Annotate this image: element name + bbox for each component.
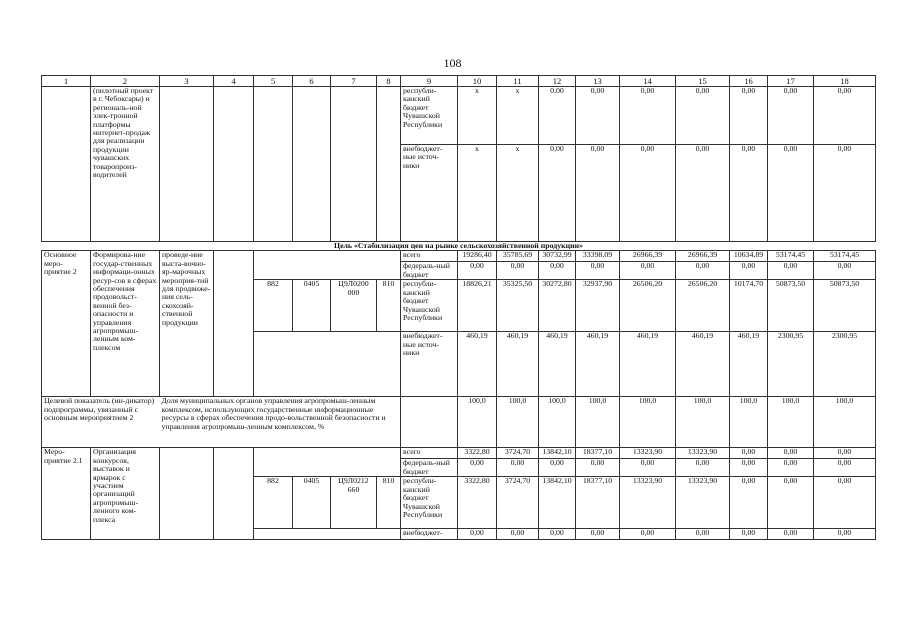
value-cell: 33398,09 [576,251,620,262]
value-cell: 460,19 [620,332,676,397]
measure-label: Меро-приятие 2.1 [42,448,91,540]
table-cell [254,529,401,540]
value-cell: 0,00 [676,262,730,280]
column-number: 3 [160,76,214,87]
column-number: 10 [458,76,497,87]
value-cell: 0,00 [620,87,676,145]
indicator-value: 100,0 [814,397,876,448]
value-cell: 0,00 [768,448,814,459]
column-number: 2 [91,76,160,87]
value-cell: 0,00 [539,262,576,280]
value-cell: 0,00 [576,529,620,540]
column-number: 16 [730,76,768,87]
indicator-row [42,397,876,448]
column-number: 6 [293,76,331,87]
value-cell: 0,00 [768,529,814,540]
expense-type-code: 810 [377,477,401,529]
table-cell [214,87,254,242]
funding-source: внебюджет-ные источ-ники [401,332,458,397]
grbs-code: 882 [254,280,293,332]
column-number: 9 [401,76,458,87]
indicator-value: 100,0 [539,397,576,448]
measure-purpose: проведе-ние выста-вочно-яр-марочных мероприя-тий для продвиже-ния сель-скохозяй-ственной продукции [160,251,214,397]
value-cell: 0,00 [620,145,676,242]
value-cell: 0,00 [458,459,497,477]
funding-source: республи-канский бюджет Чувашской Республики [401,280,458,332]
value-cell: 0,00 [814,145,876,242]
column-number: 4 [214,76,254,87]
value-cell: 0,00 [458,529,497,540]
value-cell: 0,00 [768,262,814,280]
value-cell: 26506,20 [620,280,676,332]
value-cell: 0,00 [768,145,814,242]
value-cell: 13323,90 [620,448,676,459]
value-cell: 3724,70 [497,448,539,459]
value-cell: 460,19 [676,332,730,397]
value-cell: 0,00 [814,87,876,145]
funding-source: федераль-ный бюджет [401,459,458,477]
column-number: 13 [576,76,620,87]
indicator-value: 100,0 [497,397,539,448]
page-number: 108 [443,56,462,70]
value-cell: 0,00 [576,262,620,280]
measure-label: Основное меро-приятие 2 [42,251,91,397]
value-cell: 460,19 [576,332,620,397]
value-cell: 0,00 [576,87,620,145]
grbs-code: 882 [254,477,293,529]
column-number: 18 [814,76,876,87]
table-row [42,251,876,262]
continued-description: (пилотный проект в г. Чебоксары) и региональ-ной элек-тронной платформы интернет-продаж для реализации продукции чувашских товаропроиз-водителей [91,87,160,242]
column-number: 17 [768,76,814,87]
column-number-row [42,76,876,87]
funding-source: федераль-ный бюджет [401,262,458,280]
value-cell: 0,00 [768,459,814,477]
value-cell: x [497,145,539,242]
value-cell: 0,00 [576,145,620,242]
table-row [42,87,876,145]
section-code: 0405 [293,477,331,529]
value-cell: 0,00 [497,459,539,477]
value-cell: 30732,99 [539,251,576,262]
value-cell: 0,00 [539,459,576,477]
value-cell: 0,00 [730,459,768,477]
indicator-value: 100,0 [620,397,676,448]
value-cell: 26506,20 [676,280,730,332]
funding-source: внебюджет-ные источ-ники [401,145,458,242]
value-cell: 50873,50 [768,280,814,332]
value-cell: 0,00 [539,529,576,540]
funding-source: всего [401,448,458,459]
value-cell: 0,00 [497,529,539,540]
value-cell: 460,19 [497,332,539,397]
value-cell: x [458,145,497,242]
value-cell: 0,00 [814,459,876,477]
table-cell [160,87,214,242]
table-cell [331,87,377,242]
value-cell: 0,00 [620,459,676,477]
value-cell: 0,00 [539,87,576,145]
funding-source: республи-канский бюджет Чувашской Республики [401,87,458,145]
table-row [42,448,876,459]
value-cell: 13323,90 [620,477,676,529]
column-number: 5 [254,76,293,87]
value-cell: 0,00 [768,87,814,145]
value-cell: 50873,50 [814,280,876,332]
value-cell: 460,19 [730,332,768,397]
measure-description: Организация конкурсов, выставок и ярмарок с участием организаций агропромыш-ленного ком-плекса [91,448,160,540]
value-cell: 13842,10 [539,448,576,459]
value-cell: 0,00 [676,145,730,242]
value-cell: 2300,95 [768,332,814,397]
expense-type-code: 810 [377,280,401,332]
value-cell: 13842,10 [539,477,576,529]
funding-source: всего [401,251,458,262]
indicator-value: 100,0 [576,397,620,448]
goal-heading: Цель «Стабилизация цен на рынке сельскохозяйственной продукции» [334,241,583,250]
table-cell [293,87,331,242]
value-cell: 2300,95 [814,332,876,397]
funding-source: внебюджет- [401,529,458,540]
value-cell: 0,00 [497,262,539,280]
value-cell: 0,00 [814,529,876,540]
section-code: 0405 [293,280,331,332]
target-article-code: Ц9Л0212 660 [331,477,377,529]
table-cell [254,87,293,242]
value-cell: 0,00 [730,477,768,529]
value-cell: 0,00 [814,262,876,280]
table-cell [401,397,458,448]
value-cell: 3322,80 [458,477,497,529]
value-cell: 0,00 [730,262,768,280]
value-cell: 0,00 [730,448,768,459]
value-cell: 19286,40 [458,251,497,262]
value-cell: 53174,45 [768,251,814,262]
goal-row [42,242,876,251]
column-number: 15 [676,76,730,87]
column-number: 12 [539,76,576,87]
table-cell [254,448,401,459]
value-cell: 0,00 [730,529,768,540]
column-number: 14 [620,76,676,87]
target-article-code: Ц9Л0200 000 [331,280,377,332]
value-cell: 0,00 [620,262,676,280]
table-cell [42,87,91,242]
value-cell: 53174,45 [814,251,876,262]
table-cell [214,251,254,397]
value-cell: 10634,89 [730,251,768,262]
value-cell: 3322,80 [458,448,497,459]
indicator-value: 100,0 [730,397,768,448]
table-cell [254,332,401,397]
indicator-value: 100,0 [676,397,730,448]
indicator-text: Доля муниципальных органов управления агропромыш-ленным комплексом, использующих государственные информационные ресурсы в сферах обеспечения продо-вольственной безопасности и управления агропромыш-ленным комплексом, % [160,397,401,448]
value-cell: 0,00 [768,477,814,529]
value-cell: 0,00 [730,87,768,145]
table-cell [377,87,401,242]
value-cell: 3724,70 [497,477,539,529]
column-number: 8 [377,76,401,87]
column-number: 1 [42,76,91,87]
value-cell: 26966,39 [676,251,730,262]
value-cell: 0,00 [620,529,676,540]
value-cell: 18377,10 [576,477,620,529]
value-cell: 0,00 [814,477,876,529]
value-cell: 0,00 [730,145,768,242]
value-cell: 32937,90 [576,280,620,332]
value-cell: 10174,70 [730,280,768,332]
value-cell: 26966,39 [620,251,676,262]
value-cell: 460,19 [458,332,497,397]
funding-source: республи-канский бюджет Чувашской Республики [401,477,458,529]
indicator-label: Целевой показатель (ин-дикатор) подпрограммы, увязанный с основным мероприятием 2 [42,397,160,448]
value-cell: 0,00 [676,87,730,145]
value-cell: x [497,87,539,145]
value-cell: 30272,80 [539,280,576,332]
value-cell: 18826,21 [458,280,497,332]
budget-table [41,75,876,540]
value-cell: x [458,87,497,145]
table-cell [214,448,254,540]
value-cell: 13323,90 [676,448,730,459]
indicator-value: 100,0 [768,397,814,448]
value-cell: 460,19 [539,332,576,397]
value-cell: 13323,90 [676,477,730,529]
table-cell [254,459,401,477]
value-cell: 35325,50 [497,280,539,332]
indicator-value: 100,0 [458,397,497,448]
value-cell: 35785,69 [497,251,539,262]
value-cell: 0,00 [676,459,730,477]
value-cell: 0,00 [539,145,576,242]
table-cell [254,262,401,280]
value-cell: 0,00 [576,459,620,477]
value-cell: 18377,10 [576,448,620,459]
measure-description: Формирова-ние государ-ственных информаци-онных ресур-сов в сферах обеспечения продовольст-венной без-опасности и управления агропромыш-ленным ком-плексом [91,251,160,397]
value-cell: 0,00 [676,529,730,540]
column-number: 11 [497,76,539,87]
table-cell [254,251,401,262]
column-number: 7 [331,76,377,87]
table-cell [160,448,214,540]
value-cell: 0,00 [814,448,876,459]
value-cell: 0,00 [458,262,497,280]
